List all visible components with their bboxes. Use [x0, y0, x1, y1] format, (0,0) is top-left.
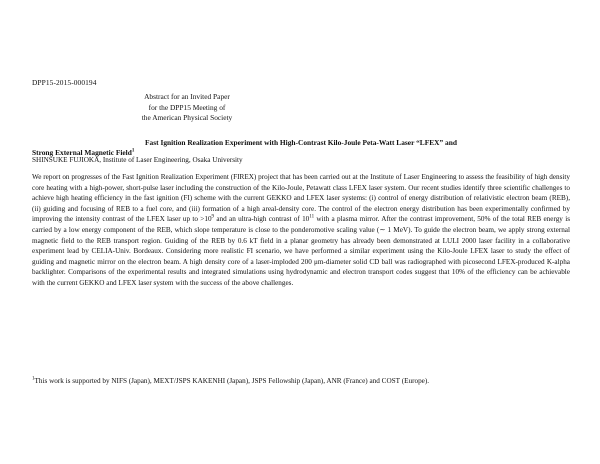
title-line-2-text: Strong External Magnetic Field: [32, 147, 132, 157]
paper-title: [32, 138, 570, 157]
document-id: DPP15-2015-000194: [32, 78, 97, 87]
author-line: SHINSUKE FUJIOKA, Institute of Laser Engineering, Osaka University: [32, 156, 243, 164]
footnote-mark: 1: [32, 376, 35, 382]
header-line: for the DPP15 Meeting of: [148, 102, 226, 112]
abstract-superscript-1: 9: [211, 214, 215, 220]
abstract-part-1: We report on progresses of the Fast Ignition Realization Experiment (FIREX) project that has been carried out at the Institute of Laser Engineering to assess the feasibility of high density core heating with a high-power, short-pulse laser including the construction of the Kilo-Joule, Petawatt class LFEX laser system. Our recent studies identify three scientific challenges to achieve high heating efficiency in the fast ignition (FI) scheme with the current GEKKO and LFEX laser systems: (i) control of energy distribution of relativistic electron beam (REB), (ii) guiding and focusing of REB to a fuel core, and (iii) formation of a high areal-density core. The control of the electron energy distribution has been experimentally confirmed by improving the intensity contrast of the LFEX laser up to >10: [32, 173, 570, 224]
abstract-part-3: with a plasma mirror. After the contrast improvement, 50% of the total REB energy is carried by a low energy component of the REB, which slope temperature is close to the ponderomotive scaling value (∼ 1 MeV). To guide the electron beam, we apply strong external magnetic field to the REB transport region. Guiding of the REB by 0.6 kT field in a planar geometry has already been demonstrated at LULI 2000 laser facility in a collaborative experiment lead by CELIA-Univ. Bordeaux. Considering more realistic FI scenario, we have performed a similar experiment using the Kilo-Joule LFEX laser to study the effect of guiding and magnetic mirror on the electron beam. A high density core of a laser-imploded 200 μm-diameter solid CD ball was radiographed with picosecond LFEX-produced K-alpha backlighter. Comparisons of the experimental results and integrated simulations using hydrodynamic and electron transport codes suggest that 10% of the efficiency can be achievable with the current GEKKO and LFEX laser system with the success of the above challenges.: [32, 215, 570, 287]
abstract-part-2: and an ultra-high contrast of 10: [214, 215, 310, 224]
header-line: the American Physical Society: [141, 113, 233, 122]
abstract-header: [32, 92, 342, 124]
footnote-text: This work is supported by NIFS (Japan), MEXT/JSPS KAKENHI (Japan), JSPS Fellowship (Japan), ANR (France) and COST (Europe).: [34, 377, 430, 385]
title-footnote-mark: 1: [131, 148, 135, 154]
footnote: [32, 376, 570, 387]
abstract-body: [32, 172, 570, 289]
abstract-superscript-2: 11: [309, 214, 315, 220]
title-line-1: Fast Ignition Realization Experiment with High-Contrast Kilo-Joule Peta-Watt Laser “LFEX” and: [145, 138, 457, 147]
header-line: Abstract for an Invited Paper: [144, 92, 230, 101]
